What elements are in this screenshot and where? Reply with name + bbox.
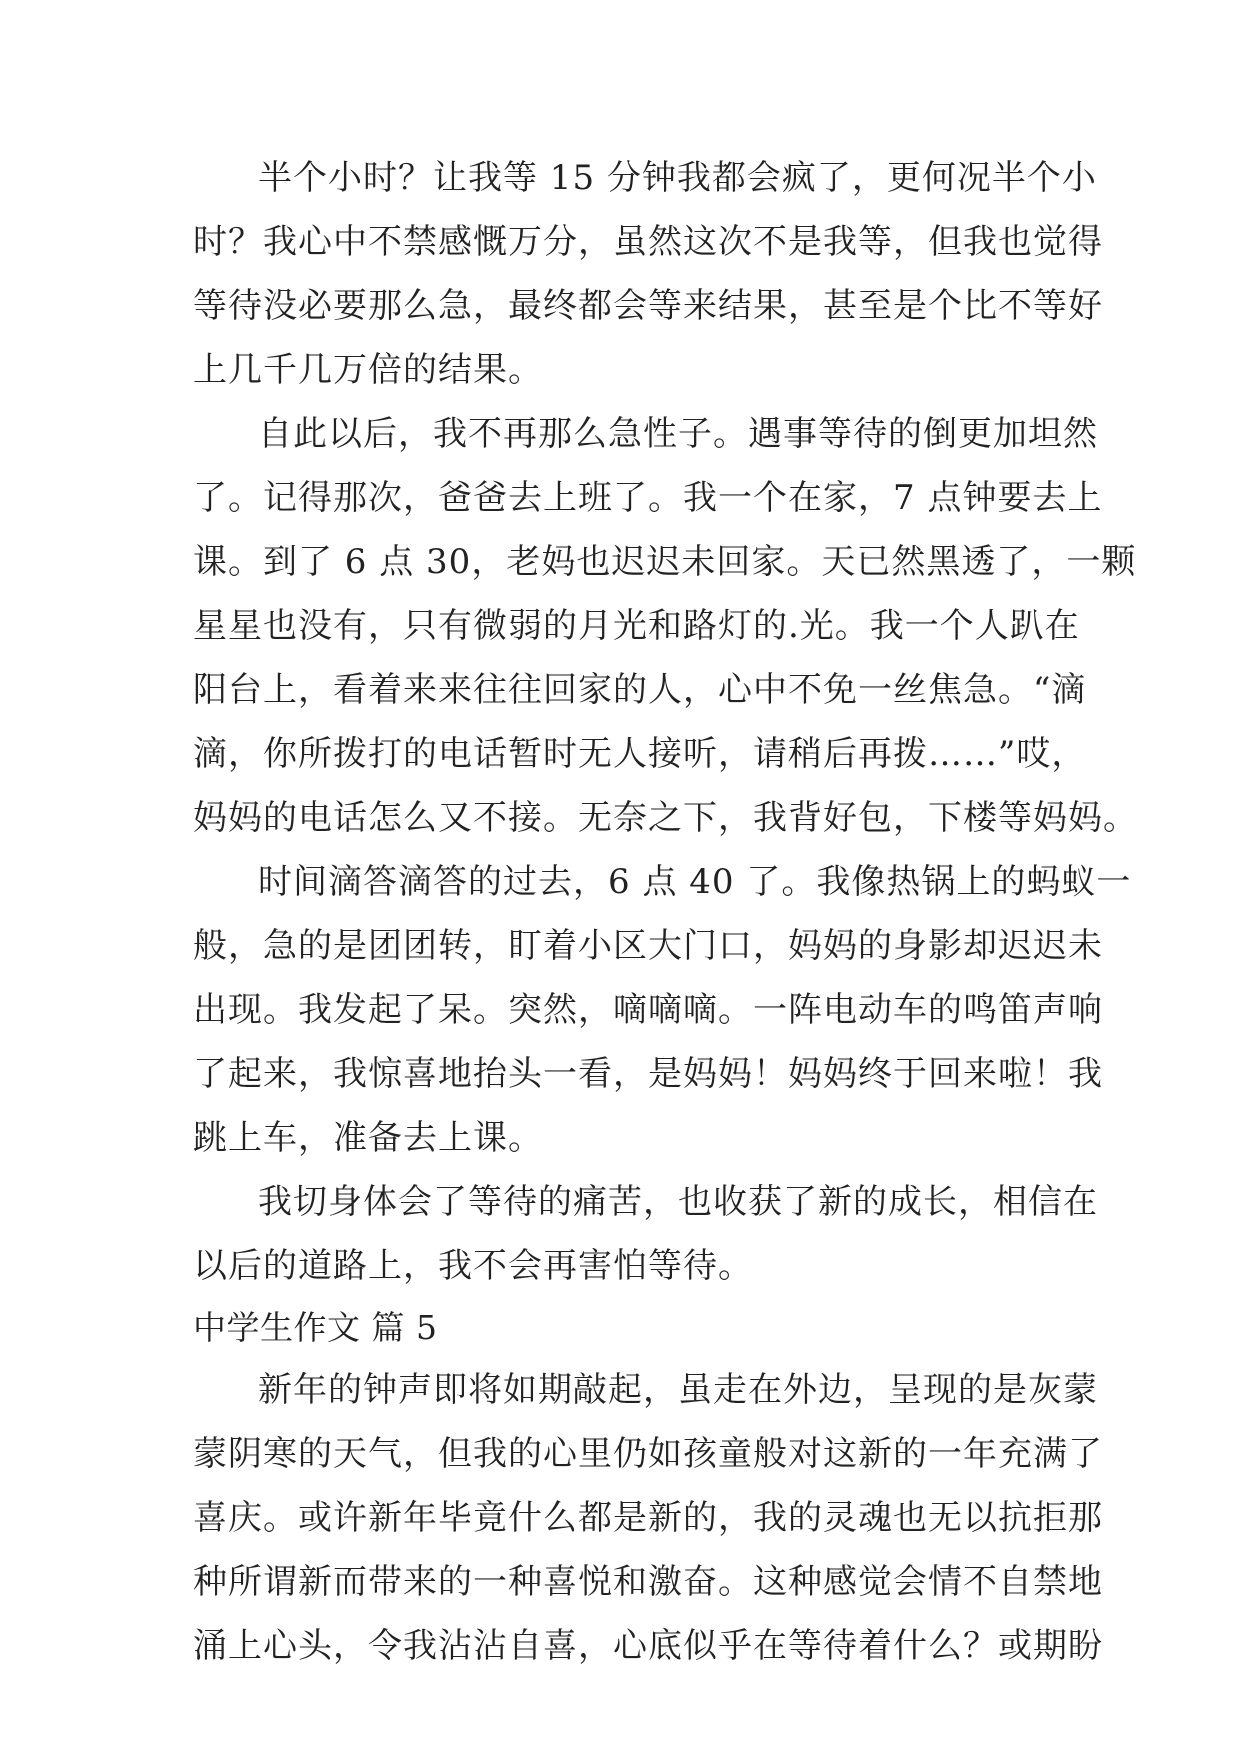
text-line: 时间滴答滴答的过去，6 点 40 了。我像热锅上的蚂蚁一 bbox=[258, 862, 1132, 902]
text-line: 阳台上，看着来来往往回家的人，心中不免一丝焦急。“滴 bbox=[193, 670, 1087, 710]
text-line: 了。记得那次，爸爸去上班了。我一个在家，7 点钟要去上 bbox=[193, 478, 1103, 518]
text-line: 妈妈的电话怎么又不接。无奈之下，我背好包，下楼等妈妈。 bbox=[193, 798, 1138, 838]
text-line: 新年的钟声即将如期敲起，虽走在外边，呈现的是灰蒙 bbox=[258, 1370, 1098, 1410]
text-line: 等待没必要那么急，最终都会等来结果，甚至是个比不等好 bbox=[193, 286, 1103, 326]
text-line: 涌上心头，令我沾沾自喜，心底似乎在等待着什么？或期盼 bbox=[193, 1626, 1103, 1666]
text-line: 般，急的是团团转，盯着小区大门口，妈妈的身影却迟迟未 bbox=[193, 926, 1103, 966]
text-line: 我切身体会了等待的痛苦，也收获了新的成长，相信在 bbox=[258, 1182, 1098, 1222]
text-line: 喜庆。或许新年毕竟什么都是新的，我的灵魂也无以抗拒那 bbox=[193, 1498, 1103, 1538]
text-line: 自此以后，我不再那么急性子。遇事等待的倒更加坦然 bbox=[258, 414, 1098, 454]
text-line: 课。到了 6 点 30，老妈也迟迟未回家。天已然黑透了，一颗 bbox=[193, 542, 1137, 582]
text-line: 跳上车，准备去上课。 bbox=[193, 1118, 543, 1158]
text-line: 上几千几万倍的结果。 bbox=[193, 350, 543, 390]
section-heading: 中学生作文 篇 5 bbox=[193, 1308, 438, 1347]
text-line: 以后的道路上，我不会再害怕等待。 bbox=[193, 1246, 753, 1286]
text-line: 蒙阴寒的天气，但我的心里仍如孩童般对这新的一年充满了 bbox=[193, 1434, 1103, 1474]
text-line: 时？我心中不禁感慨万分，虽然这次不是我等，但我也觉得 bbox=[193, 222, 1103, 262]
text-line: 半个小时？让我等 15 分钟我都会疯了，更何况半个小 bbox=[258, 158, 1097, 198]
text-line: 了起来，我惊喜地抬头一看，是妈妈！妈妈终于回来啦！我 bbox=[193, 1054, 1103, 1094]
text-line: 出现。我发起了呆。突然，嘀嘀嘀。一阵电动车的鸣笛声响 bbox=[193, 990, 1103, 1030]
text-line: 滴，你所拨打的电话暂时无人接听，请稍后再拨……”哎， bbox=[193, 734, 1087, 774]
text-line: 种所谓新而带来的一种喜悦和激奋。这种感觉会情不自禁地 bbox=[193, 1562, 1103, 1602]
text-line: 星星也没有，只有微弱的月光和路灯的.光。我一个人趴在 bbox=[193, 606, 1080, 646]
